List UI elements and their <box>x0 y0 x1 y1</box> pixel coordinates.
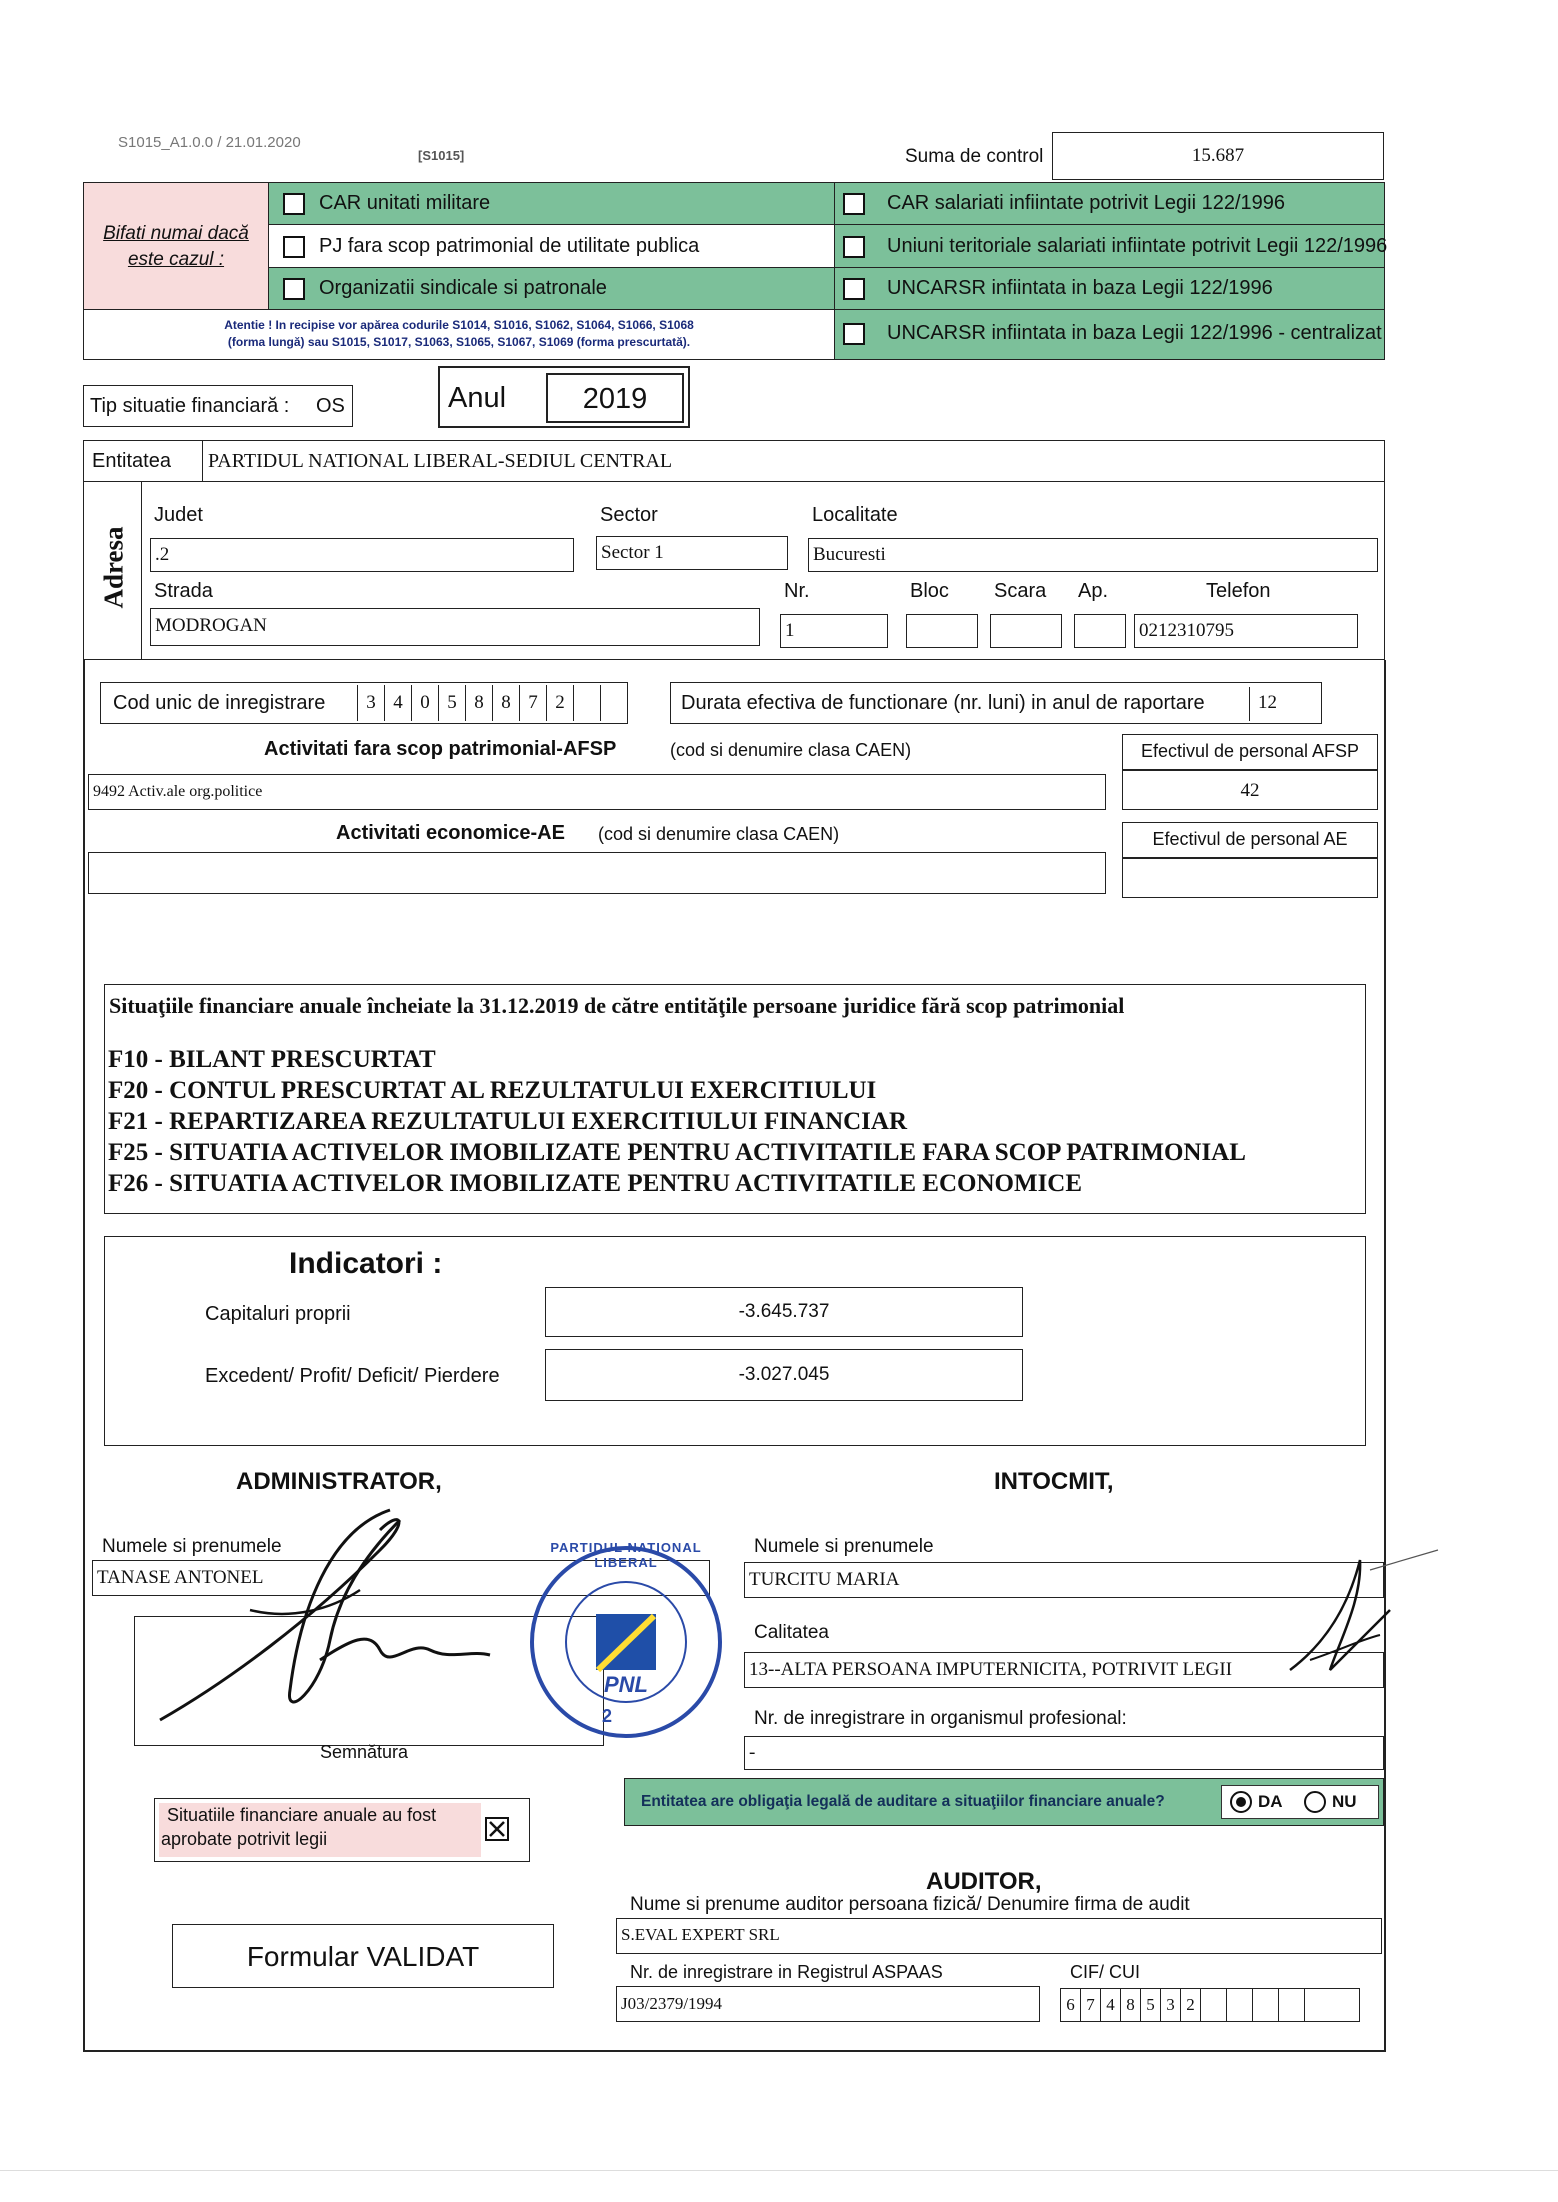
judet-value: .2 <box>155 544 170 565</box>
administrator-name-value: TANASE ANTONEL <box>97 1567 264 1588</box>
localitate-field[interactable] <box>808 538 1378 572</box>
situatii-item-f10: F10 - BILANT PRESCURTAT <box>108 1046 436 1073</box>
cui-digit: 8 <box>493 685 520 721</box>
cif-digit <box>1227 1989 1253 2021</box>
cif-digit <box>1279 1989 1305 2021</box>
aprobare-box: Situatiile financiare anuale au fost aprobate potrivit legii <box>154 1798 530 1862</box>
afsp-personal-label-box: Efectivul de personal AFSP <box>1122 734 1378 770</box>
checkbox-car-salariati[interactable] <box>843 193 865 215</box>
entitate-row: Entitatea PARTIDUL NATIONAL LIBERAL-SEDIUL CENTRAL <box>83 440 1385 482</box>
stamp-number: 2 <box>602 1706 613 1726</box>
scara-field[interactable] <box>990 614 1062 648</box>
tip-situatie-value: OS <box>316 395 345 417</box>
localitate-value: Bucuresti <box>813 544 886 565</box>
strada-field[interactable] <box>150 608 760 646</box>
cif-digit <box>1253 1989 1279 2021</box>
aprobare-checkbox[interactable] <box>485 1817 509 1841</box>
anul-box: Anul 2019 <box>438 366 690 428</box>
cif-digit: 8 <box>1121 1989 1141 2021</box>
afsp-title: Activitati fara scop patrimonial-AFSP <box>264 738 617 760</box>
audit-radio-group: DA NU <box>1221 1785 1379 1819</box>
cui-digit: 3 <box>358 685 385 721</box>
afsp-field[interactable] <box>88 774 1106 810</box>
intocmit-nr-field[interactable] <box>744 1736 1384 1770</box>
durata-value: 12 <box>1258 692 1277 713</box>
cif-digit: 6 <box>1061 1989 1081 2021</box>
checkbox-row-sindicale[interactable]: Organizatii sindicale si patronale <box>269 268 834 310</box>
afsp-personal-value: 42 <box>1240 780 1260 801</box>
cif-digits[interactable] <box>1060 1988 1360 2022</box>
ae-personal-field[interactable] <box>1122 858 1378 898</box>
checkbox-row-uncarsr-centralizat[interactable]: UNCARSR infiintata in baza Legii 122/1996 - centralizat <box>835 310 1384 359</box>
intocmit-nr-value: - <box>749 1742 756 1763</box>
administrator-title: ADMINISTRATOR, <box>236 1468 442 1495</box>
bloc-field[interactable] <box>906 614 978 648</box>
cui-digit: 8 <box>466 685 493 721</box>
frame-left <box>83 660 85 2052</box>
stamp-center-text: PNL <box>604 1672 648 1697</box>
semnatura-label: Semnătura <box>320 1742 409 1762</box>
cif-digit: 2 <box>1181 1989 1201 2021</box>
telefon-value: 0212310795 <box>1139 620 1234 641</box>
check-x-icon <box>487 1819 507 1839</box>
pnl-stamp <box>528 1530 724 1738</box>
cif-digit: 3 <box>1161 1989 1181 2021</box>
auditor-name-field[interactable] <box>616 1918 1382 1954</box>
situatii-item-f20: F20 - CONTUL PRESCURTAT AL REZULTATULUI EXERCITIULUI <box>108 1077 877 1104</box>
auditor-nr-value: J03/2379/1994 <box>621 1994 723 2013</box>
audit-question-box <box>624 1778 1384 1826</box>
checkbox-row-uniuni[interactable]: Uniuni teritoriale salariati infiintate potrivit Legii 122/1996 <box>835 225 1384 268</box>
form-tag: [S1015] <box>418 148 465 163</box>
afsp-personal-field[interactable] <box>1122 770 1378 810</box>
checkbox-row-pj-utilitate[interactable]: PJ fara scop patrimonial de utilitate publica <box>269 225 834 268</box>
situatii-title: Situaţiile financiare anuale încheiate la 31.12.2019 de către entităţile persoane juridice fără scop patrimonial <box>109 993 1125 1018</box>
ae-personal-label-box: Efectivul de personal AE <box>1122 822 1378 858</box>
checkbox-uniuni[interactable] <box>843 236 865 258</box>
audit-question: Entitatea are obligaţia legală de auditare a situaţiilor financiare anuale? <box>641 1793 1165 1810</box>
checkbox-sindicale[interactable] <box>283 278 305 300</box>
situatii-item-f21: F21 - REPARTIZAREA REZULTATULUI EXERCITIULUI FINANCIAR <box>108 1108 908 1135</box>
ae-title: Activitati economice-AE <box>336 822 565 844</box>
anul-value: 2019 <box>582 383 648 415</box>
cui-digit <box>601 685 628 721</box>
capitaluri-field[interactable] <box>545 1287 1023 1337</box>
calitatea-value: 13--ALTA PERSOANA IMPUTERNICITA, POTRIVIT LEGII <box>749 1659 1233 1680</box>
cui-digit: 0 <box>412 685 439 721</box>
cui-digits[interactable] <box>357 685 627 721</box>
durata-field: Durata efectiva de functionare (nr. luni) in anul de raportare 12 <box>670 682 1322 724</box>
checkbox-row-car-salariati[interactable]: CAR salariati infiintate potrivit Legii 122/1996 <box>835 183 1384 225</box>
intocmit-title: INTOCMIT, <box>994 1468 1114 1495</box>
checkbox-panel <box>83 182 1388 360</box>
frame-right <box>1384 660 1386 2052</box>
administrator-signature-icon <box>150 1490 570 1730</box>
validation-box <box>172 1924 554 1988</box>
audit-radio-da[interactable] <box>1230 1791 1252 1813</box>
sector-field[interactable] <box>596 536 788 570</box>
excedent-field[interactable] <box>545 1349 1023 1401</box>
nr-field[interactable] <box>780 614 888 648</box>
cui-digit: 7 <box>520 685 547 721</box>
frame-bottom <box>83 2050 1385 2052</box>
radio-dot-icon <box>1236 1797 1246 1807</box>
auditor-nr-field[interactable] <box>616 1986 1040 2022</box>
cif-digit: 4 <box>1101 1989 1121 2021</box>
checkbox-row-uncarsr[interactable]: UNCARSR infiintata in baza Legii 122/1996 <box>835 268 1384 310</box>
checkbox-left-group <box>269 183 835 310</box>
intocmit-name-value: TURCITU MARIA <box>749 1569 900 1590</box>
strada-value: MODROGAN <box>155 615 267 636</box>
checksum-field[interactable] <box>1052 132 1384 180</box>
checkbox-right-group <box>835 183 1388 359</box>
validation-text: Formular VALIDAT <box>246 1941 480 1972</box>
durata-input[interactable] <box>1249 687 1321 721</box>
checkbox-uncarsr-centralizat[interactable] <box>843 323 865 345</box>
situatii-item-f26: F26 - SITUATIA ACTIVELOR IMOBILIZATE PENTRU ACTIVITATILE ECONOMICE <box>108 1170 1083 1197</box>
cif-digit: 5 <box>1141 1989 1161 2021</box>
form-code: S1015_A1.0.0 / 21.01.2020 <box>118 134 301 151</box>
checksum-value: 15.687 <box>1191 145 1245 166</box>
judet-field[interactable] <box>150 538 574 572</box>
sector-value: Sector 1 <box>601 542 664 563</box>
auditor-name-value: S.EVAL EXPERT SRL <box>621 1925 780 1944</box>
excedent-value: -3.027.045 <box>738 1364 830 1385</box>
checkbox-uncarsr[interactable] <box>843 278 865 300</box>
indicatori-box: Indicatori : Capitaluri proprii -3.645.737 Excedent/ Profit/ Deficit/ Pierdere -3.027.045 <box>104 1236 1366 1446</box>
nr-value: 1 <box>785 620 795 641</box>
audit-radio-nu[interactable] <box>1304 1791 1326 1813</box>
indicatori-title: Indicatori : <box>289 1247 443 1280</box>
checkbox-side-label: Bifati numai dacă este cazul : <box>84 183 269 310</box>
cui-field: Cod unic de inregistrare 3 4 0 5 8 8 7 2 <box>100 682 628 724</box>
stamp-arc-text: PARTIDUL NATIONAL LIBERAL <box>550 1540 702 1570</box>
cui-digit: 5 <box>439 685 466 721</box>
situatii-item-f25: F25 - SITUATIA ACTIVELOR IMOBILIZATE PENTRU ACTIVITATILE FARA SCOP PATRIMONIAL <box>108 1139 1246 1166</box>
checksum-label: Suma de control <box>905 146 1044 167</box>
adresa-side: Adresa <box>84 482 142 660</box>
auditor-title: AUDITOR, <box>926 1868 1042 1895</box>
checkbox-pj-utilitate[interactable] <box>283 236 305 258</box>
ae-field[interactable] <box>88 852 1106 894</box>
ap-field[interactable] <box>1074 614 1126 648</box>
cui-digit: 4 <box>385 685 412 721</box>
tip-situatie-field[interactable]: Tip situatie financiară : OS <box>83 385 353 427</box>
afsp-value: 9492 Activ.ale org.politice <box>93 783 263 800</box>
notice-area: Atentie ! In recipise vor apărea codurile S1014, S1016, S1062, S1064, S1066, S1068 (forma lungă) sau S1015, S1017, S1063, S1065, S1067, S1069 (forma prescurtată). <box>84 310 835 359</box>
anul-field[interactable] <box>546 373 684 423</box>
entitate-value: PARTIDUL NATIONAL LIBERAL-SEDIUL CENTRAL <box>208 450 673 472</box>
cif-digit <box>1201 1989 1227 2021</box>
checkbox-row-car-militare[interactable]: CAR unitati militare <box>269 183 834 225</box>
checkbox-car-militare[interactable] <box>283 193 305 215</box>
cui-digit: 2 <box>547 685 574 721</box>
intocmit-signature-icon <box>1270 1540 1440 1680</box>
telefon-field[interactable] <box>1134 614 1358 648</box>
cui-digit <box>574 685 601 721</box>
cif-digit: 7 <box>1081 1989 1101 2021</box>
capitaluri-value: -3.645.737 <box>738 1301 830 1322</box>
